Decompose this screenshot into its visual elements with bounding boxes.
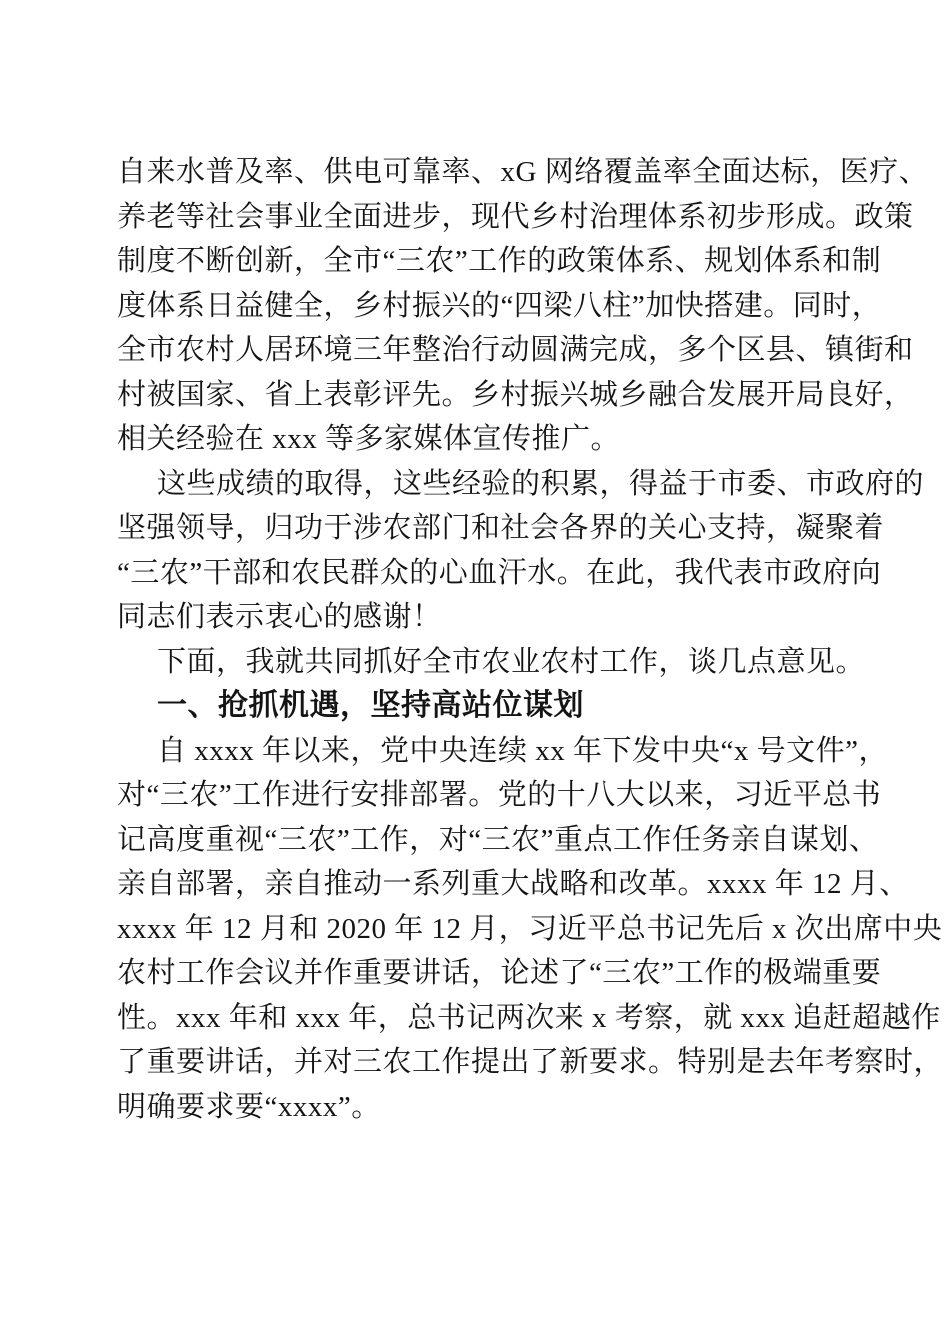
section-heading xyxy=(117,684,837,729)
text-line: 坚强领导，归功于涉农部门和社会各界的关心支持，凝聚着 xyxy=(117,512,885,544)
text-line: “三农”干部和农民群众的心血汗水。在此，我代表市政府向 xyxy=(117,556,882,589)
text-block xyxy=(117,150,944,1129)
paragraph xyxy=(117,462,925,640)
text-line: 养老等社会事业全面进步，现代乡村治理体系初步形成。政策 xyxy=(117,200,914,233)
text-line: 明确要求要“xxxx”。 xyxy=(117,1090,381,1123)
text-line: 全市农村人居环境三年整治行动圆满完成，多个区县、镇街和 xyxy=(117,334,914,366)
paragraph xyxy=(117,729,944,1130)
text-line: 同志们表示衷心的感谢！ xyxy=(117,601,442,633)
text-line: 亲自部署，亲自推动一系列重大战略和改革。xxxx 年 12 月、 xyxy=(117,868,909,900)
text-line: 记高度重视“三农”工作，对“三农”重点工作任务亲自谋划、 xyxy=(117,823,879,856)
text-line: 这些成绩的取得，这些经验的积累，得益于市委、市政府的 xyxy=(157,467,925,500)
text-line: 度体系日益健全，乡村振兴的“四梁八柱”加快搭建。同时， xyxy=(117,289,882,322)
paragraph xyxy=(117,150,929,462)
text-line: 一、抢抓机遇，坚持高站位谋划 xyxy=(157,689,584,722)
text-line: xxxx 年 12 月和 2020 年 12 月，习近平总书记先后 x 次出席中央 xyxy=(117,912,943,945)
text-line: 对“三农”工作进行安排部署。党的十八大以来，习近平总书 xyxy=(117,779,882,811)
text-line: 下面，我就共同抓好全市农业农村工作，谈几点意见。 xyxy=(157,645,866,678)
text-line: 自来水普及率、供电可靠率、xG 网络覆盖率全面达标，医疗、 xyxy=(117,156,929,188)
paragraph xyxy=(117,640,866,685)
text-line: 制度不断创新，全市“三农”工作的政策体系、规划体系和制 xyxy=(117,245,882,277)
text-line: 性。xxx 年和 xxx 年，总书记两次来 x 考察，就 xxx 追赶超越作 xyxy=(117,1001,941,1034)
text-line: 相关经验在 xxx 等多家媒体宣传推广。 xyxy=(117,423,621,455)
text-line: 村被国家、省上表彰评先。乡村振兴城乡融合发展开局良好， xyxy=(117,378,914,411)
text-line: 农村工作会议并作重要讲话，论述了“三农”工作的极端重要 xyxy=(117,957,882,989)
text-line: 了重要讲话，并对三农工作提出了新要求。特别是去年考察时， xyxy=(117,1046,944,1078)
text-line: 自 xxxx 年以来，党中央连续 xx 年下发中央“x 号文件”， xyxy=(157,734,888,767)
